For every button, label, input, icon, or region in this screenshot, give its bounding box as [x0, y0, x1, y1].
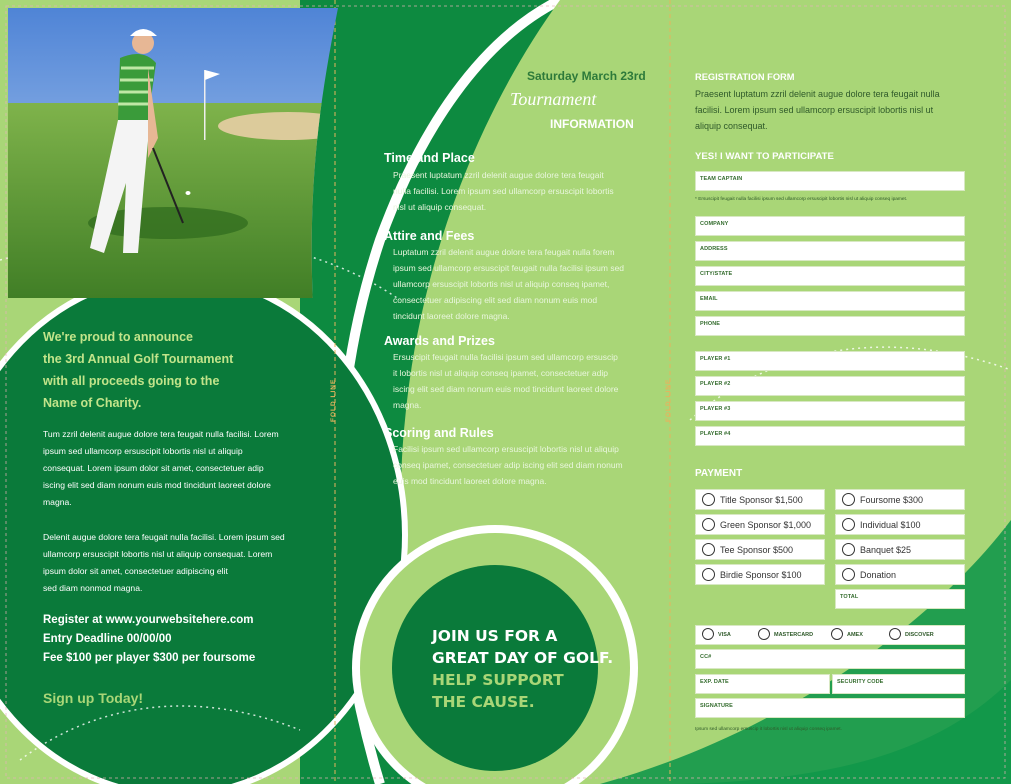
note-1: * Ersuscipit feugait nulla facilisi ipsum sed ullamcorp ersuscipit lobortis nisl ut aliquip conseq ipamet.	[695, 197, 908, 202]
phone-field[interactable]: PHONE	[695, 316, 965, 336]
payment-heading: PAYMENT	[695, 468, 743, 479]
cc-field[interactable]: CC#	[695, 649, 965, 669]
player-4-field[interactable]: PLAYER #4	[695, 426, 965, 446]
discover-radio-icon[interactable]	[889, 628, 901, 640]
card-type-row: VISA MASTERCARD AMEX DISCOVER	[695, 625, 965, 645]
exp-date-field[interactable]: EXP. DATE	[695, 674, 830, 694]
info-section-scoring: Scoring and Rules Facilisi ipsum sed ullamcorp ersuscipit lobortis nisl ut aliquip conseq ipamet, consectetuer adip iscing elit sed diam nonum euis mod tincidunt laoreet dolore magna.	[384, 426, 623, 486]
left-paragraph-2: Delenit augue dolore tera feugait nulla facilisi. Lorem ipsum sed ullamcorp ersuscipit lobortis nisl ut aliquip consequat. Lorem ipsum dolor sit amet, consectetuer adipiscing elit sed diam nonmod magna.	[43, 532, 285, 593]
team-captain-field[interactable]: TEAM CAPTAIN	[695, 171, 965, 191]
left-paragraph-1: Tum zzril delenit augue dolore tera feugait nulla facilisi. Lorem ipsum sed ullamcorp ersuscipit lobortis nisl ut aliquip consequat. Lorem ipsum dolor sit amet, consectetuer adip iscing elit sed diam nonum euis mod tincidunt laoreet dolore magna.	[43, 429, 279, 507]
option-title-sponsor[interactable]: Title Sponsor $1,500	[695, 489, 825, 510]
option-tee-sponsor[interactable]: Tee Sponsor $500	[695, 539, 825, 560]
visa-radio-icon[interactable]	[702, 628, 714, 640]
signature-field[interactable]: SIGNATURE	[695, 698, 965, 718]
radio-icon[interactable]	[842, 518, 855, 531]
entry-fee: Fee $100 per player $300 per foursome	[43, 652, 256, 664]
player-1-field[interactable]: PLAYER #1	[695, 351, 965, 371]
option-foursome[interactable]: Foursome $300	[835, 489, 965, 510]
player-2-field[interactable]: PLAYER #2	[695, 376, 965, 396]
total-field[interactable]: TOTAL	[835, 589, 965, 609]
tournament-word: Tournament	[510, 89, 597, 109]
radio-icon[interactable]	[842, 543, 855, 556]
golf-photo	[8, 8, 348, 298]
fold-line-label-left: FOLD LINE	[330, 378, 337, 422]
radio-icon[interactable]	[702, 543, 715, 556]
announce-heading: We're proud to announce the 3rd Annual Golf Tournament with all proceeds going to the Name of Charity.	[43, 330, 234, 410]
radio-icon[interactable]	[702, 568, 715, 581]
radio-icon[interactable]	[842, 568, 855, 581]
info-section-attire: Attire and Fees Luptatum zzril delenit augue dolore tera feugait nulla forem ipsum sed ullamcorp ersuscipit feugait nulla facilisi ipsum sed ullamcorp ersuscipit lobortis nisl ut aliquip conseq ipamet, consectetuer adipiscing elit sed diam nonum euis mod tincidunt laoreet dolore magna.	[384, 229, 625, 321]
registration-intro: Praesent luptatum zzril delenit augue dolore tera feugait nulla facilisi. Lorem ipsum sed ullamcorp ersuscipit lobortis nisl ut aliquip consequat.	[695, 89, 940, 131]
radio-icon[interactable]	[702, 518, 715, 531]
option-donation[interactable]: Donation	[835, 564, 965, 585]
registration-form-title: REGISTRATION FORM	[695, 72, 795, 82]
radio-icon[interactable]	[702, 493, 715, 506]
fold-line-label-right: FOLD LINE	[665, 378, 672, 422]
info-section-awards: Awards and Prizes Ersuscipit feugait nulla facilisi ipsum sed ullamcorp ersuscip it lobortis nisl ut aliquip conseq ipamet, consectetuer adip iscing elit sed diam nonum euis mod tincidunt laoreet dolore magna.	[384, 334, 619, 410]
event-date: Saturday March 23rd	[527, 69, 646, 83]
info-section-time: Time and Place Praesent luptatum zzril delenit augue dolore tera feugait nulla facilisi. Lorem ipsum sed ullamcorp ersuscipit lobortis nisl ut aliquip consequat.	[384, 151, 614, 212]
radio-icon[interactable]	[842, 493, 855, 506]
information-word: INFORMATION	[550, 117, 634, 131]
register-link[interactable]: Register at www.yourwebsitehere.com	[43, 614, 254, 626]
option-individual[interactable]: Individual $100	[835, 514, 965, 535]
signup-today: Sign up Today!	[43, 690, 144, 706]
email-field[interactable]: EMAIL	[695, 291, 965, 311]
player-3-field[interactable]: PLAYER #3	[695, 401, 965, 421]
option-green-sponsor[interactable]: Green Sponsor $1,000	[695, 514, 825, 535]
note-2: Ipsum sed ullamcorp ersuscip it lobortis nisl ut aliquip conseq ipamet.	[695, 727, 842, 732]
option-birdie-sponsor[interactable]: Birdie Sponsor $100	[695, 564, 825, 585]
mastercard-radio-icon[interactable]	[758, 628, 770, 640]
address-field[interactable]: ADDRESS	[695, 241, 965, 261]
entry-deadline: Entry Deadline 00/00/00	[43, 633, 172, 645]
option-banquet[interactable]: Banquet $25	[835, 539, 965, 560]
registration-info	[43, 611, 333, 668]
company-field[interactable]: COMPANY	[695, 216, 965, 236]
amex-radio-icon[interactable]	[831, 628, 843, 640]
participate-heading: YES! I WANT TO PARTICIPATE	[695, 151, 834, 162]
security-code-field[interactable]: SECURITY CODE	[832, 674, 965, 694]
join-us-callout: JOIN US FOR A GREAT DAY OF GOLF. HELP SUPPORT THE CAUSE.	[432, 627, 614, 711]
city-state-field[interactable]: CITY/STATE	[695, 266, 965, 286]
